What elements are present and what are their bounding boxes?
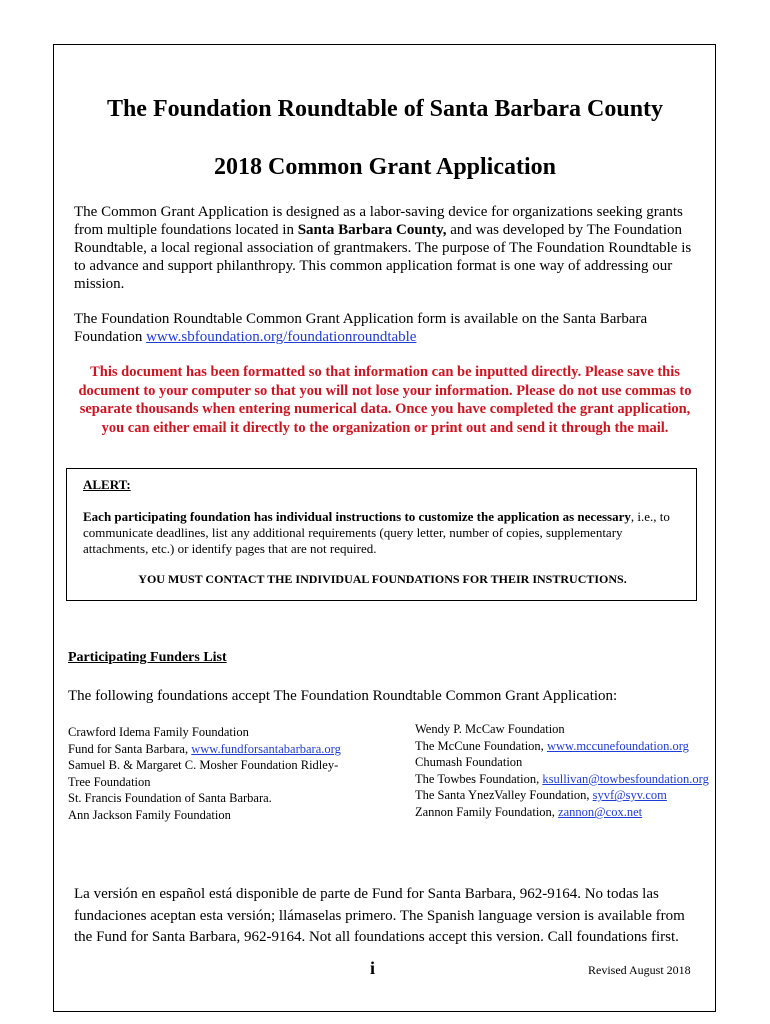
- zannon-email-link[interactable]: zannon@cox.net: [558, 804, 643, 819]
- alert-title: ALERT:: [83, 477, 131, 492]
- funder-item: The McCune Foundation, www.mccunefoundation.org: [415, 738, 689, 753]
- funder-item: Crawford Idema Family Foundation: [68, 725, 249, 739]
- funders-list-left: [68, 724, 368, 824]
- funder-item: St. Francis Foundation of Santa Barbara.: [68, 791, 272, 806]
- alert-box: [66, 468, 697, 601]
- funder-item: Ann Jackson Family Foundation: [68, 807, 231, 822]
- intro-paragraph: [74, 203, 704, 293]
- sbfoundation-link[interactable]: www.sbfoundation.org/foundationroundtable: [146, 329, 417, 345]
- funders-heading: Participating Funders List: [68, 650, 227, 665]
- towbes-email-link[interactable]: ksullivan@towbesfoundation.org: [542, 771, 709, 786]
- funder-item: Wendy P. McCaw Foundation: [415, 722, 565, 736]
- fundforsantabarbara-link[interactable]: www.fundforsantabarbara.org: [191, 741, 341, 756]
- page-title: The Foundation Roundtable of Santa Barbara County: [106, 96, 664, 122]
- syvf-email-link[interactable]: syvf@syv.com: [592, 788, 667, 803]
- funder-item: Tree Foundation: [68, 774, 151, 789]
- funder-item: Fund for Santa Barbara, www.fundforsantabarbara.org: [68, 741, 341, 756]
- intro-text-1: The Common Grant Application is designed as a labor-saving device for organizations seeking grants from multiple foundations located in: [74, 204, 683, 238]
- spanish-version-note: La versión en español está disponible de parte de Fund for Santa Barbara, 962-9164. No todas las fundaciones aceptan esta versión; llámaselas primero. The Spanish language version is available from the Fund for Santa Barbara, 962-9164. Not all foundations accept this version. Call foundations first.: [74, 886, 685, 945]
- funder-item: The Towbes Foundation, ksullivan@towbesfoundation.org: [415, 771, 709, 786]
- availability-text: The Foundation Roundtable Common Grant Application form is available on the Santa Barbara Foundation: [74, 311, 648, 345]
- formatting-notice: This document has been formatted so that information can be inputted directly. Please save this document to your computer so that you will not lose your information. Please do not use commas to separate thousands when entering numerical data. Once you have completed the grant application, you can either email it directly to the organization or print out and send it through the mail.: [78, 364, 692, 436]
- funder-item: Chumash Foundation: [415, 755, 523, 770]
- funder-item: Samuel B. & Margaret C. Mosher Foundation Ridley-: [68, 758, 339, 773]
- funders-list-right: [415, 721, 725, 821]
- revised-date: Revised August 2018: [588, 963, 691, 977]
- page-number: i: [370, 958, 376, 978]
- intro-text-2: and was developed by The Foundation Roundtable, a local regional association of grantmakers. The purpose of The Foundation Roundtable is to advance and support philanthropy. This common application format is one way of addressing our mission.: [74, 222, 692, 292]
- alert-bold-line: Each participating foundation has individual instructions to customize the application as necessary: [83, 509, 631, 524]
- mccune-link[interactable]: www.mccunefoundation.org: [546, 738, 689, 753]
- availability-paragraph: [74, 310, 704, 346]
- alert-rest: , i.e., to communicate deadlines, list any additional requirements (query letter, number of copies, supplementary attachments, etc.) or identify pages that are not required.: [83, 509, 670, 556]
- funder-item: The Santa YnezValley Foundation, syvf@syv.com: [415, 788, 667, 803]
- alert-body: [83, 509, 683, 557]
- funder-item: Zannon Family Foundation, zannon@cox.net: [415, 804, 643, 819]
- funders-intro: The following foundations accept The Foundation Roundtable Common Grant Application:: [68, 688, 618, 704]
- alert-contact-instruction: YOU MUST CONTACT THE INDIVIDUAL FOUNDATIONS FOR THEIR INSTRUCTIONS.: [138, 572, 627, 586]
- page-subtitle: 2018 Common Grant Application: [213, 154, 557, 180]
- intro-bold-county: Santa Barbara County,: [297, 222, 447, 238]
